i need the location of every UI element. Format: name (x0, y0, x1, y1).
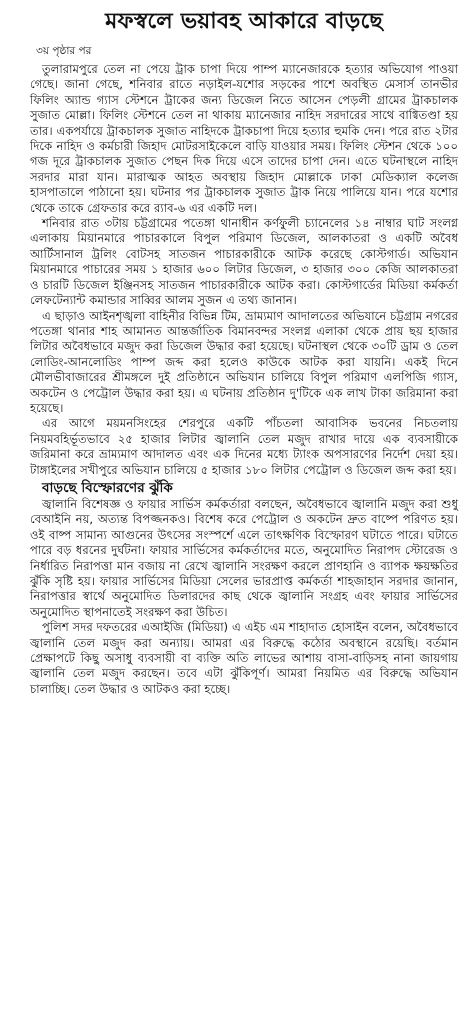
article-paragraph-6: পুলিশ সদর দফতরের এআইজি (মিডিয়া) এ এইচ এম শাহাদাত হোসাইন বলেন, অবৈধভাবে জ্বালানি তেল মজুদ করা অন্যায়। আমরা এর বিরুদ্ধে কঠোর অবস্থানে রয়েছি। বর্তমান প্রেক্ষাপটে কিছু অসাধু ব্যবসায়ী বা ব্যক্তি অতি লাভের আশায় বাসা-বাড়িসহ নানা জায়গায় জ্বালানি তেল মজুদ করছেন। তবে এটা ঝুঁকিপূর্ণ। আমরা নিয়মিত এর বিরুদ্ধে অভিযান চালাচ্ছি। তেল উদ্ধার ও আটকও করা হচ্ছে। (30, 620, 458, 696)
article-headline: মফস্বলে ভয়াবহ আকারে বাড়ছে (105, 9, 383, 34)
article-paragraph-5: জ্বালানি বিশেষজ্ঞ ও ফায়ার সার্ভিস কর্মকর্তারা বলছেন, অবৈধভাবে জ্বালানি মজুদ করা শুধু বেআইনি নয়, অত্যন্ত বিপজ্জনকও। বিশেষ করে পেট্রোল ও অকটেন দ্রুত বাষ্পে পরিণত হয়। ওই বাষ্প সামান্য আগুনের উৎসের সংস্পর্শে এলে তাৎক্ষণিক বিস্ফোরণ ঘটাতে পারে। ঘটাতে পারে বড় ধরনের দুর্ঘটনা। ফায়ার সার্ভিসের কর্মকর্তাদের মতে, অনুমোদিত নিরাপদ স্টোরেজ ও নির্ধারিত নিরাপত্তা মান বজায় না রেখে জ্বালানি সংরক্ষণ করলে প্রাণহানি ও ব্যাপক ক্ষয়ক্ষতির ঝুঁকি সৃষ্টি হয়। ফায়ার সার্ভিসের মিডিয়া সেলের ভারপ্রাপ্ত কর্মকর্তা শাহজাহান সরদার জানান, নিরাপত্তার স্বার্থে অনুমোদিত ডিলারদের কাছ থেকে জ্বালানি সংগ্রহ এবং ফায়ার সার্ভিসের অনুমোদিত স্থাপনাতেই সংরক্ষণ করা উচিত। (30, 496, 458, 619)
article-paragraph-4: এর আগে ময়মনসিংহের শেরপুরে একটি পাঁচতলা আবাসিক ভবনের নিচতলায় নিয়মবহির্ভূতভাবে ২৫ হাজার লিটার জ্বালানি তেল মজুদ রাখার দায়ে এক ব্যবসায়ীকে জরিমানা করে ভ্রাম্যমাণ আদালত এবং এক দিনের মধ্যে ট্যাংক অপসারণের নির্দেশ দেয়া হয়। টাঙ্গাইলের সখীপুরে অভিযান চালিয়ে ৫ হাজার ১৮০ লিটার পেট্রোল ও ডিজেল জব্দ করা হয়। (30, 416, 458, 477)
article-paragraph-1: তুলারামপুরে তেল না পেয়ে ট্রাক চাপা দিয়ে পাম্প ম্যানেজারকে হত্যার অভিযোগ পাওয়া গেছে। জানা গেছে, শনিবার রাতে নড়াইল-যশোর সড়কের পাশে অবস্থিত মেসার্স তানভীর ফিলিং অ্যান্ড গ্যাস স্টেশনে ট্রাকের জন্য ডিজেল নিতে আসেন পেড়লী গ্রামের ট্রাকচালক সুজাত মোল্লা। ফিলিং স্টেশনে তেল না থাকায় ম্যানেজার নাহিদ সরদারের সাথে বাগ্বিতণ্ডা হয় তার। একপর্যায়ে ট্রাকচালক সুজাত নাহিদকে ট্রাকচাপা দিয়ে হত্যার হুমকি দেন। পরে রাত ২টার দিকে নাহিদ ও কর্মচারী জিহাদ মোটরসাইকেলে বাড়ি যাওয়ার সময়। ফিলিং স্টেশন থেকে ১০০ গজ দূরে ট্রাকচালক সুজাত পেছন দিক দিয়ে এসে তাদের চাপা দেন। এতে ঘটনাস্থলে নাহিদ সরদার মারা যান। মারাত্মক আহত অবস্থায় জিহাদ মোল্লাকে ঢাকা মেডিক্যাল কলেজ হাসপাতালে পাঠানো হয়। ঘটনার পর ট্রাকচালক সুজাত ট্রাক নিয়ে পালিয়ে যান। পরে যশোর থেকে তাকে গ্রেফতার করে র‍্যাব-৬ এর একটি দল। (30, 62, 458, 215)
section-subheading: বাড়ছে বিস্ফোরণের ঝুঁকি (42, 479, 173, 496)
continued-from-label: ৩য় পৃষ্ঠার পর (36, 45, 92, 57)
article-paragraph-2: শনিবার রাত ৩টায় চট্টগ্রামের পতেঙ্গা থানাধীন কর্ণফুলী চ্যানেলের ১৪ নাম্বার ঘাট সংলগ্ন এলাকায় মিয়ানমারে পাচারকালে বিপুল পরিমাণ ডিজেল, আলকাতরা ও একটি অবৈধ আর্টিসানাল ট্রলিং বোটসহ সাতজন পাচারকারীকে আটক করেছে কোস্টগার্ড। অভিযান মিয়ানমারে পাচারের সময় ১ হাজার ৬০০ লিটার ডিজেল, ৩ হাজার ৩০০ কেজি আলকাতরা ও চারটি ডিজেল ইঞ্জিনসহ সাতজন পাচারকারীকে আটক করা। কোস্টগার্ডের মিডিয়া কর্মকর্তা লেফটেন্যান্ট কমান্ডার সাব্বির আলম সুজন এ তথ্য জানান। (30, 216, 458, 308)
article-paragraph-3: এ ছাড়াও আইনশৃঙ্খলা বাহিনীর বিভিন্ন টিম, ভ্রাম্যমাণ আদালতের অভিযানে চট্টগ্রাম নগরের পতেঙ্গা থানার শাহ আমানত আন্তর্জাতিক বিমানবন্দর সংলগ্ন এলাকা থেকে প্রায় ছয় হাজার লিটার অবৈধভাবে মজুদ করা ডিজেল উদ্ধার করা হয়েছে। ঘটনাস্থল থেকে ৩০টি ড্রাম ও তেল লোডিং-আনলোডিং পাম্প জব্দ করা হলেও কাউকে আটক করা যায়নি। একই দিনে মৌলভীবাজারের শ্রীমঙ্গলে দুই প্রতিষ্ঠানে অভিযান চালিয়ে বিপুল পরিমাণ এলপিজি গ্যাস, অকটেন ও পেট্রোল উদ্ধার করা হয়। এ ঘটনায় প্রতিষ্ঠান দু'টিকে এক লাখ টাকা জরিমানা করা হয়েছে। (30, 308, 458, 415)
